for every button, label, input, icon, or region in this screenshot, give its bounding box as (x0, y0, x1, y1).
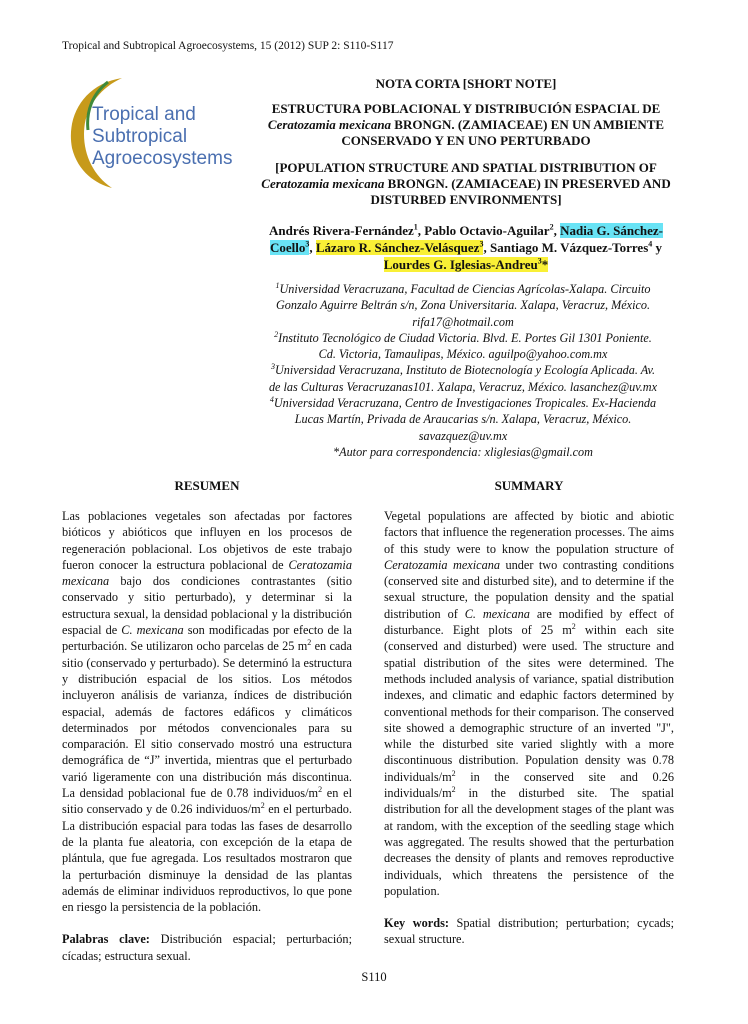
keywords-text: Spatial distribution; perturbation; cycads; sexual structure. (384, 916, 674, 947)
summary-keywords (384, 915, 674, 948)
title-es-species: Ceratozamia mexicana (267, 117, 392, 132)
title-en-line2 (246, 176, 686, 192)
author-name-part: Lázaro R. Sánchez-Velásquez (315, 240, 480, 255)
authors-line3 (246, 256, 686, 273)
page-number: S110 (361, 970, 387, 984)
species-name: C. mexicana (464, 606, 530, 621)
keywords-label: Key words: (384, 916, 449, 931)
author-affil-sup: 2 (549, 222, 554, 232)
affiliation-line (238, 362, 688, 378)
resumen-text: bajo dos condiciones contrastantes (sitio conservado y sitio perturbado), y determinar si la estructura sexual, la densidad poblacional y la distribución espacial de (62, 574, 352, 638)
resumen-text: en el perturbado. La distribución espacial para todas las fases de desarrollo de la planta fue aleatoria, con excepción de la etapa de plántula, que fue agregada. Los resultados mostraron que la perturbación disminuye la densidad de las plantas además de eliminar individuos reproductivos, lo que pone en riesgo la persistencia de la población. (62, 802, 352, 915)
logo-text-line1: Tropical and (92, 104, 196, 125)
unit-sup: 2 (307, 638, 312, 648)
affiliation-sup: 2 (274, 329, 279, 339)
keywords-label: Palabras clave: (62, 932, 150, 947)
unit-sup: 2 (260, 801, 265, 811)
running-head: Tropical and Subtropical Agroecosystems, 15 (2012) SUP 2: S110-S117 (62, 40, 394, 52)
resumen-paragraph (62, 508, 352, 915)
resumen-text: son modificadas por efecto de la perturbación. Se utilizaron ocho parcelas de 25 m (62, 623, 353, 654)
affiliation-text: Instituto Tecnológico de Ciudad Victoria. Blvd. E. Portes Gil 1301 Poniente. (278, 330, 652, 345)
affiliation-line: de las Culturas Veracruzanas101. Xalapa, Veracruz, México. lasanchez@uv.mx (268, 379, 658, 394)
affiliation-text: Universidad Veracruzana, Facultad de Ciencias Agrícolas-Xalapa. Circuito (279, 282, 651, 296)
author-name-part: Coello (269, 240, 306, 255)
title-en-line3: DISTURBED ENVIRONMENTS] (370, 192, 562, 207)
authors-line1: Andrés Rivera-Fernández$^1$, Pablo Octavio-Aguilar$^2$, Nadia G. Sánchez- (269, 222, 663, 238)
summary-heading: SUMMARY (494, 478, 564, 493)
title-es-line2 (246, 117, 686, 133)
summary-paragraph (384, 508, 674, 899)
corresponding-mark: * (541, 257, 549, 272)
affiliation-sup: 1 (275, 280, 280, 290)
affiliation-line: rifa17@hotmail.com (412, 314, 514, 329)
author-list (246, 222, 686, 273)
unit-sup: 2 (451, 768, 456, 778)
author-affil-sup: 3 (537, 256, 542, 266)
unit-sup: 2 (571, 621, 576, 631)
title-en-line1: [POPULATION STRUCTURE AND SPATIAL DISTRIBUTION OF (275, 160, 657, 175)
unit-sup: 2 (318, 784, 323, 794)
author-name: Santiago M. Vázquez-Torres (489, 240, 649, 255)
species-name: Ceratozamia mexicana (384, 557, 501, 572)
affiliation-line (238, 281, 688, 297)
species-name: Ceratozamia mexicana (62, 557, 352, 589)
logo-text-line2: Subtropical (92, 126, 188, 147)
resumen-text: en el sitio conservado y de 0.26 individuos/m (62, 786, 352, 817)
unit-sup: 2 (451, 784, 456, 794)
affiliation-sup: 4 (269, 395, 274, 405)
author-affil-sup: 1 (413, 222, 418, 232)
author-affil-sup: 3 (479, 239, 484, 249)
summary-text: in the disturbed site. The spatial distribution for all the development stages of the plant was at random, with the exception of the seedling stage which was aggregated. The results showed that the perturbation decreases the density of plants and removes reproductive individuals, which threatens the persistence of the population. (384, 786, 674, 898)
author-name-highlighted (270, 240, 309, 255)
authors-line2: Coello$^3$, Lázaro R. Sánchez-Velásquez$^3$, Santiago M. Vázquez-Torres$^4$ y (269, 239, 663, 255)
title-en-species: Ceratozamia mexicana (261, 176, 385, 191)
note-label: NOTA CORTA [SHORT NOTE] (375, 76, 557, 91)
author-name-highlighted (316, 240, 484, 255)
journal-logo-graphic (62, 72, 234, 190)
title-en-line2-rest: BRONGN. (ZAMIACEAE) IN PRESERVED AND (384, 176, 671, 191)
resumen-keywords (62, 931, 352, 964)
resumen-heading: RESUMEN (174, 478, 240, 493)
affiliations (238, 281, 688, 460)
journal-logo (62, 72, 234, 190)
title-es-line3: CONSERVADO Y EN UNO PERTURBADO (341, 133, 591, 148)
author-name-highlighted: Nadia G. Sánchez- (560, 223, 663, 238)
affiliation-text: Universidad Veracruzana, Centro de Investigaciones Tropicales. Ex-Hacienda (273, 396, 657, 411)
keywords-text: Distribución espacial; perturbación; cícadas; estructura sexual. (62, 932, 352, 963)
affiliation-line: Lucas Martín, Privada de Araucarias s/n. Xalapa, Veracruz, México. (294, 412, 632, 427)
affiliation-line: Cd. Victoria, Tamaulipas, México. aguilpo@yahoo.com.mx (318, 347, 608, 362)
title-es-line2-rest: BRONGN. (ZAMIACEAE) EN UN AMBIENTE (391, 117, 665, 132)
logo-text-line3: Agroecosystems (92, 148, 233, 169)
resumen-text: Las poblaciones vegetales son afectadas por factores bióticos y abióticos que influyen en los procesos de regeneración poblacional. Los objetivos de este trabajo fueron conocer la estructura poblacional de (62, 509, 352, 572)
summary-text: are modified by effect of disturbance. Eight plots of 25 m (384, 606, 674, 638)
species-name: C. mexicana (121, 623, 184, 638)
author-conjunction: y (655, 240, 663, 255)
resumen-text: en cada sitio (conservado y perturbado). Se determinó la estructura y distribución espacial de los sitios. Los métodos incluyeron análisis de varianza, índices de distribución espacial, además de factores edáficos y climáticos determinados por métodos convencionales para su comparación. El sitio conservado mostró una estructura demográfica de “J” invertida, mientras que el perturbado varió ligeramente con una distribución más discontinua. La densidad poblacional fue de 0.78 individuos/m (62, 639, 352, 801)
resumen-column (62, 508, 352, 964)
title-es-line1: ESTRUCTURA POBLACIONAL Y DISTRIBUCIÓN ESPACIAL DE (271, 101, 661, 116)
author-name-highlighted (384, 257, 548, 272)
affiliation-line (238, 330, 688, 346)
author-affil-sup: 3 (305, 239, 310, 249)
author-name: Andrés Rivera-Fernández (269, 223, 414, 238)
correspondence-line: *Autor para correspondencia: xliglesias@gmail.com (333, 444, 593, 459)
summary-column (384, 508, 674, 948)
affiliation-line (238, 395, 688, 411)
affiliation-sup: 3 (270, 362, 275, 372)
summary-text: Vegetal populations are affected by biotic and abiotic factors that influence the regeneration processes. The aims of this study were to know the population structure of (384, 509, 674, 556)
summary-text: under two contrasting conditions (conserved site and disturbed site), and to determine if the sexual structure, the population density and the spatial distribution of (384, 557, 674, 621)
affiliation-text: Universidad Veracruzana, Instituto de Biotecnología y Ecología Aplicada. Av. (274, 363, 656, 378)
author-affil-sup: 4 (648, 239, 653, 249)
affiliation-line: savazquez@uv.mx (418, 428, 508, 443)
author-name: Pablo Octavio-Aguilar (424, 223, 550, 238)
summary-text: within each site (conserved and disturbed) were used. The structure and spatial distribution of the sites were determined. The methods included analysis of variance, spatial distribution indexes, and climatic and edaphic factors determined by conventional methods for their comparison. The conserved site showed a demographic structure of an inverted "J", while the disturbed site varied slightly with a more discontinuous distribution. Population density was 0.78 individuals/m (384, 623, 674, 784)
title-spanish (246, 101, 686, 149)
affiliation-line: Gonzalo Aguirre Beltrán s/n, Zona Universitaria. Xalapa, Veracruz, México. (275, 298, 651, 313)
author-name-part: Lourdes G. Iglesias-Andreu (383, 257, 538, 272)
summary-text: in the conserved site and 0.26 individuals/m (384, 769, 674, 801)
title-english (246, 160, 686, 208)
